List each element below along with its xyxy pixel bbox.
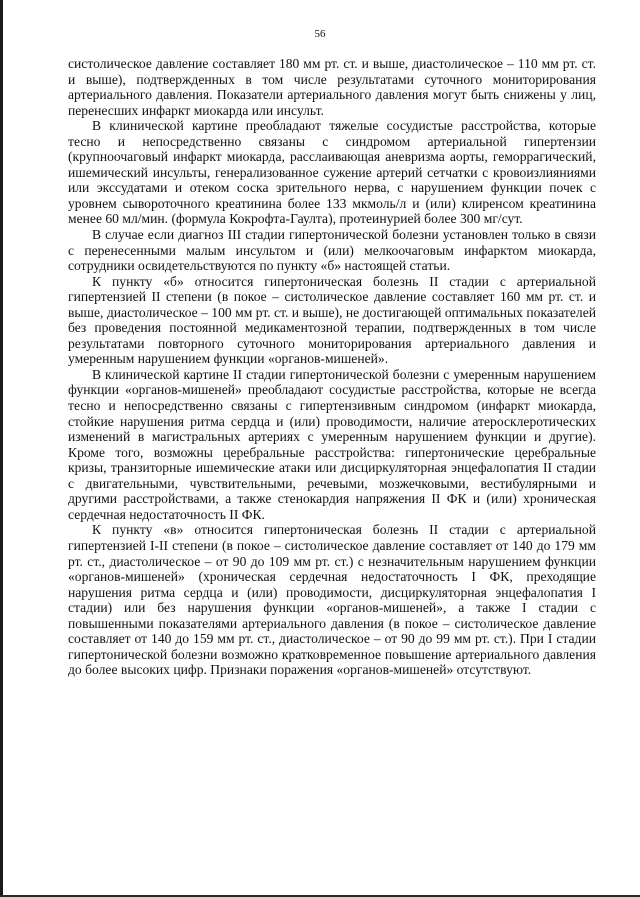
paragraph-item-b: К пункту «б» относится гипертоническая болезнь II стадии с артериальной гипертензией II степени (в покое – систолическое давление составляет 160 мм рт. ст. и выше, диастолическое – 100 мм рт. ст. и выше), не достигающей оптимальных показателей без проведения постоянной медикаментозной терапии, подтвержденных в том числе результатами повторного суточного мониторирования артериального давления и умеренным нарушением функции «органов-мишеней».: [68, 273, 596, 367]
page-number: 56: [314, 28, 326, 40]
document-body: [68, 56, 596, 678]
paragraph-item-v: К пункту «в» относится гипертоническая болезнь II стадии с артериальной гипертензией I-II степени (в покое – систолическое давление составляет от 140 до 179 мм рт. ст., диастолическое – от 90 до 109 мм рт. ст.) с незначительным нарушением функции «органов-мишеней» (хроническая сердечная недостаточность I ФК, преходящие нарушения ритма сердца и (или) проводимости, дисциркуляторная энцефалопатия I стадии) или без нарушения функции «органов-мишеней», а также I стадии с повышенными показателями артериального давления (в покое – систолическое давление составляет от 140 до 159 мм рт. ст., диастолическое – от 90 до 99 мм рт. ст.). При I стадии гипертонической болезни возможно кратковременное повышение артериального давления до более высоких цифр. Признаки поражения «органов-мишеней» отсутствуют.: [68, 522, 596, 678]
paragraph-clinical-picture-stage-3: В клинической картине преобладают тяжелые сосудистые расстройства, которые тесно и непосредственно связаны с синдромом артериальной гипертензии (крупноочаговый инфаркт миокарда, расслаивающая аневризма аорты, геморрагический, ишемический инсульты, генерализованное сужение артерий сетчатки с кровоизлияниями или экссудатами и отеком соска зрительного нерва, с нарушением функции почек с уровнем сывороточного креатинина более 133 мкмоль/л и (или) клиренсом креатинина менее 60 мл/мин. (формула Кокрофта-Гаулта), протеинурией более 300 мг/сут.: [68, 118, 596, 227]
paragraph-blood-pressure-criteria: систолическое давление составляет 180 мм рт. ст. и выше, диастолическое – 110 мм рт. ст. и выше), подтвержденных в том числе результатами суточного мониторирования артериального давления. Показатели артериального давления могут быть снижены у лиц, перенесших инфаркт миокарда или инсульт.: [68, 56, 596, 118]
paragraph-clinical-picture-stage-2: В клинической картине II стадии гипертонической болезни с умеренным нарушением функции «органов-мишеней» преобладают сосудистые расстройства, которые не всегда тесно и непосредственно связаны с гипертензивным синдромом (инфаркт миокарда, стойкие нарушения ритма сердца и (или) проводимости, наличие атеросклеротических изменений в магистральных артериях с умеренным нарушением функции и другие). Кроме того, возможны церебральные расстройства: гипертонические церебральные кризы, транзиторные ишемические атаки или дисциркуляторная энцефалопатия II стадии с двигательными, чувствительными, речевыми, мозжечковыми, вестибулярными и другими расстройствами, а также стенокардия напряжения II ФК и (или) хроническая сердечная недостаточность II ФК.: [68, 366, 596, 522]
paragraph-stage-3-exception: В случае если диагноз III стадии гипертонической болезни установлен только в связи с перенесенными малым инсультом и (или) мелкоочаговым инфарктом миокарда, сотрудники освидетельствуются по пункту «б» настоящей статьи.: [68, 227, 596, 274]
scan-left-edge: [0, 0, 3, 897]
